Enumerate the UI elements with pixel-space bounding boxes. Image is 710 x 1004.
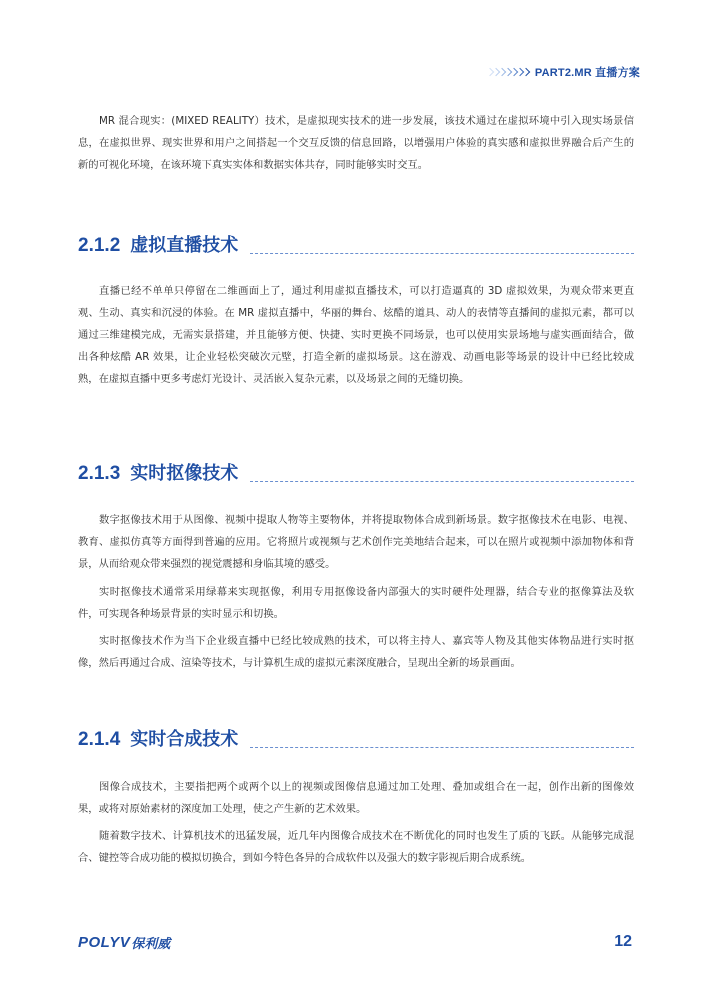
logo-latin-text: POLYV <box>78 933 131 951</box>
dotted-divider <box>250 747 634 748</box>
section-title: 虚拟直播技术 <box>130 235 239 256</box>
dotted-divider <box>250 481 634 482</box>
page-footer <box>78 930 632 954</box>
section-paragraph: 实时抠像技术作为当下企业级直播中已经比较成熟的技术，可以将主持人、嘉宾等人物及其他实体物品进行实时抠像，然后再通过合成、渲染等技术，与计算机生成的虚拟元素深度融合，呈现出全新的场景画面。 <box>78 635 634 669</box>
section-number: 2.1.2 <box>78 235 121 256</box>
section-paragraph: 随着数字技术、计算机技术的迅猛发展，近几年内图像合成技术在不断优化的同时也发生了质的飞跃。从能够完成混合、键控等合成功能的模拟切换合，到如今特色各异的合成软件以及强大的数字影视后期合成系统。 <box>78 830 634 864</box>
chevron-arrows-icon <box>487 67 529 77</box>
header-title: PART2.MR 直播方案 <box>534 67 640 79</box>
logo-chinese-text: 保利威 <box>131 935 171 951</box>
page-header <box>487 64 640 80</box>
section-title: 实时合成技术 <box>130 729 239 750</box>
section-paragraph: 数字抠像技术用于从图像、视频中提取人物等主要物体，并将提取物体合成到新场景。数字抠像技术在电影、电视、教育、虚拟仿真等方面得到普遍的应用。它将照片或视频与艺术创作完美地结合起来，可以在照片或视频中添加物体和背景，从而给观众带来强烈的视觉震撼和身临其境的感受。 <box>78 514 634 570</box>
section-paragraph: 直播已经不单单只停留在二维画面上了，通过利用虚拟直播技术，可以打造逼真的 3D 虚拟效果，为观众带来更直观、生动、真实和沉浸的体验。在 MR 虚拟直播中，华丽的舞台、炫酷的道具、动人的表情等直播间的虚拟元素，都可以通过三维建模完成，无需实景搭建，并且能够方便、快捷、实时更换不同场景，也可以使用实景场地与虚实画面结合，做出各种炫酷 AR 效果，让企业轻松突破次元壁，打造全新的虚拟场景。这在游戏、动画电影等场景的设计中已经比较成熟，在虚拟直播中更多考虑灯光设计、灵活嵌入复杂元素，以及场景之间的无缝切换。 <box>78 285 634 385</box>
page-number: 12 <box>614 933 632 950</box>
section-number: 2.1.4 <box>78 729 121 750</box>
section-title: 实时抠像技术 <box>130 463 239 484</box>
polyv-logo <box>78 933 170 952</box>
dotted-divider <box>250 253 634 254</box>
intro-paragraph: MR 混合现实：(MIXED REALITY）技术，是虚拟现实技术的进一步发展，该技术通过在虚拟环境中引入现实场景信息，在虚拟世界、现实世界和用户之间搭起一个交互反馈的信息回路，以增强用户体验的真实感和虚拟世界融合后产生的新的可视化环境，在该环境下真实实体和数据实体共存，同时能够实时交互。 <box>78 115 634 171</box>
section-heading-2-1-2 <box>78 228 634 258</box>
section-paragraph: 图像合成技术，主要指把两个或两个以上的视频或图像信息通过加工处理、叠加或组合在一起，创作出新的图像效果，或将对原始素材的深度加工处理，使之产生新的艺术效果。 <box>78 781 634 815</box>
section-heading-2-1-4 <box>78 722 634 752</box>
section-paragraph: 实时抠像技术通常采用绿幕来实现抠像，利用专用抠像设备内部强大的实时硬件处理器，结合专业的抠像算法及软件，可实现各种场景背景的实时显示和切换。 <box>78 586 634 620</box>
section-heading-2-1-3 <box>78 456 634 486</box>
section-number: 2.1.3 <box>78 463 121 484</box>
